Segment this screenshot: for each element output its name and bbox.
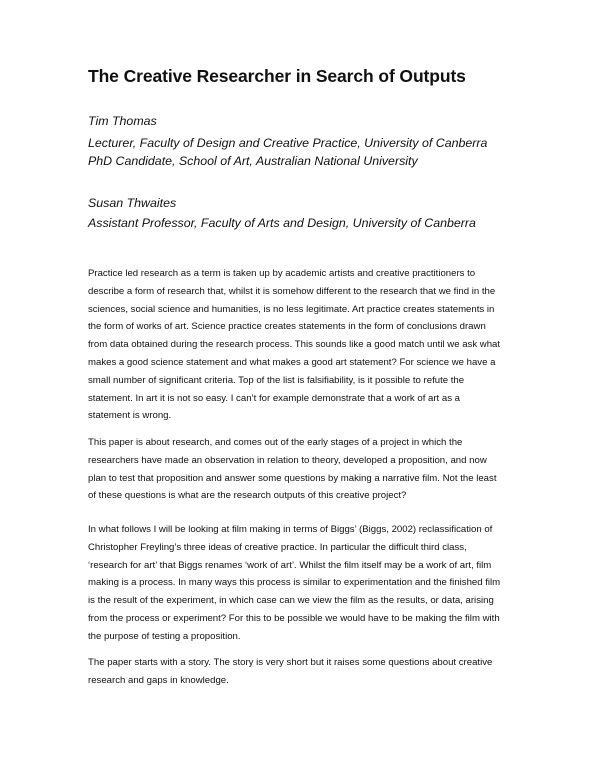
text-line: Christopher Freyling’s three ideas of creative practice. In particular the difficult third class, — [88, 541, 467, 553]
text-line: making is a process. In many ways this process is similar to experimentation and the finished film — [88, 577, 501, 589]
author-name-2: Susan Thwaites — [88, 196, 177, 210]
paragraph-1 — [88, 265, 528, 425]
text-line: of these questions is what are the research outputs of this creative project? — [88, 490, 407, 502]
paragraph-3 — [88, 521, 528, 646]
text-line: plan to test that proposition and answer some questions by making a narrative film. Not the least — [88, 472, 497, 484]
text-line: research and gaps in knowledge. — [88, 674, 229, 686]
text-line: sciences, social science and humanities, is no less legitimate. Art practice creates statements in — [88, 303, 495, 315]
paragraph-4 — [88, 654, 528, 690]
author-2-affiliation-1: Assistant Professor, Faculty of Arts and Design, University of Canberra — [88, 216, 476, 230]
paragraph-2 — [88, 434, 528, 505]
text-line: researchers have made an observation in relation to theory, developed a proposition, and now — [88, 454, 487, 466]
author-name-1: Tim Thomas — [88, 114, 157, 128]
text-line: the form of works of art. Science practice creates statements in the form of conclusions drawn — [88, 321, 486, 333]
text-line: from the process or experiment? For this to be possible we would have to be making the film with — [88, 612, 500, 624]
text-line: ‘research for art’ that Biggs renames ‘work of art’. Whilst the film itself may be a work of art, film — [88, 559, 492, 571]
text-line: statement is wrong. — [88, 410, 172, 422]
author-1-affiliation-2: PhD Candidate, School of Art, Australian National University — [88, 154, 418, 168]
text-line: from data obtained during the research process. This sounds like a good match until we ask what — [88, 339, 501, 351]
text-line: In what follows I will be looking at film making in terms of Biggs’ (Biggs, 2002) reclassification of — [88, 524, 493, 535]
text-line: The paper starts with a story. The story is very short but it raises some questions about creative — [88, 657, 493, 668]
text-line: small number of significant criteria. Top of the list is falsifiability, is it possible to refute the — [88, 374, 465, 386]
paper-title: The Creative Researcher in Search of Outputs — [88, 66, 466, 86]
text-line: the purpose of testing a proposition. — [88, 630, 241, 642]
text-line: makes a good science statement and what makes a good art statement? For science we have a — [88, 356, 496, 368]
text-line: statement. In art it is not so easy. I can’t for example demonstrate that a work of art as a — [88, 392, 461, 404]
text-line: This paper is about research, and comes out of the early stages of a project in which the — [88, 437, 463, 448]
text-line: Practice led research as a term is taken up by academic artists and creative practitioners to — [88, 268, 476, 279]
author-1-affiliation-1: Lecturer, Faculty of Design and Creative Practice, University of Canberra — [88, 136, 488, 150]
text-line: is the result of the experiment, in which case can we view the film as the results, or data, arising — [88, 595, 494, 607]
text-line: describe a form of research that, whilst it is somehow different to the research that we find in the — [88, 285, 496, 297]
